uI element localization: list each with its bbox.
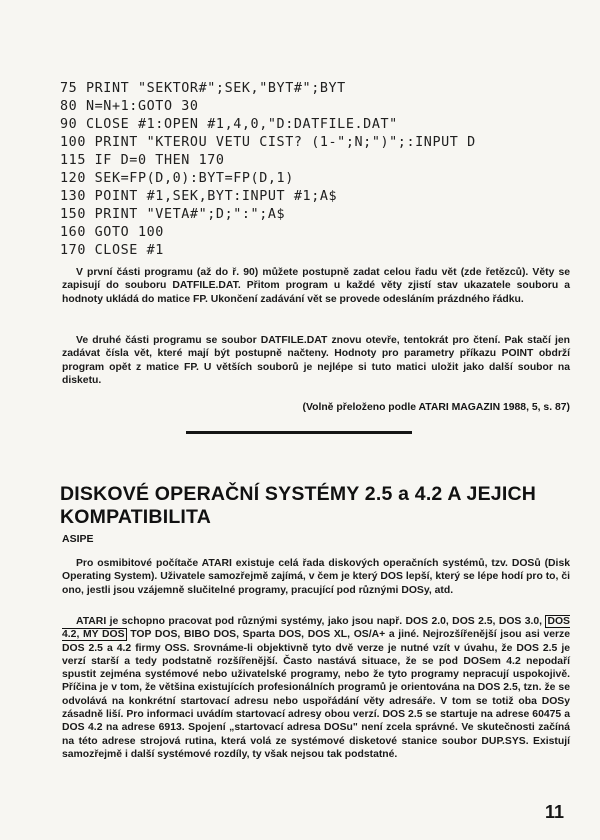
paragraph-text: TOP DOS, BIBO DOS, Sparta DOS, DOS XL, OS/A+ a jiné. Nejrozšířenější jsou asi verze DOS 2.5 a 4.2 firmy OSS. Srovnáme-li objektivně tyto dvě verze je nutné vzít v úvahu, že DOS 2.5 je verzí starší a tedy podstatně rozšířenější. Často nastává situace, že se pod DOSem 4.2 nepodaří spustit zejména systémové nebo uživatelské programy, nebo že tyto programy nepracují uspokojivě. Příčina je v tom, že většina existujících profesionálních programů je orientována na DOS 2.5, tzn. že se odvolává na konkrétní startovací adresu nebo uspořádání věty adresáře. V tom se totiž oba DOSy zásadně liší. Pro informaci uvádím startovací adresy obou verzí. DOS 2.5 se startuje na adrese 60475 a DOS 4.2 na adrese 6913. Spojení „startovací adresa DOSu" není zcela správné. Ve skutečnosti začíná na této adrese strojová rutina, která volá ze systémové disketové stanice soubor DUP.SYS. Existují samozřejmě i další systémové rozdíly, ty však nejsou tak podstatné. [62,629,570,760]
code-line: 120 SEK=FP(D,0):BYT=FP(D,1) [60,171,294,186]
paragraph-intro: Pro osmibitové počítače ATARI existuje celá řada diskových operačních systémů, tzv. DOSů (Disk Operating System). Uživatele samozřejmě zajímá, v čem je který DOS lepší, který se lépe hodí pro to, či ono, jestli jsou vzájemně slučitelné programy, pracující pod různými DOSy, atd. [62,558,570,596]
code-line: 115 IF D=0 THEN 170 [60,153,225,168]
paragraph-program-part2: Ve druhé části programu se soubor DATFILE.DAT znovu otevře, tentokrát pro čtení. Pak stačí jen zadávat čísla vět, které mají být postupně načteny. Hodnoty pro parametry příkazu POINT obdrží program opět z matice FP. U větších souborů je nejlépe si tuto matici uložit jako další soubor na disketu. [62,335,570,386]
code-line: 160 GOTO 100 [60,225,164,240]
code-line: 100 PRINT "KTEROU VETU CIST? (1-";N;")";:INPUT D [60,135,476,150]
code-line: 75 PRINT "SEKTOR#";SEK,"BYT#";BYT [60,81,346,96]
boxed-dos-names: DOS 4.2, MY DOS [62,616,570,641]
code-line: 150 PRINT "VETA#";D;":";A$ [60,207,286,222]
basic-code-listing [60,80,580,260]
code-line: 80 N=N+1:GOTO 30 [60,99,199,114]
article-title: DISKOVÉ OPERAČNÍ SYSTÉMY 2.5 a 4.2 A JEJICH KOMPATIBILITA [60,483,537,528]
paragraph-dos-versions [62,615,570,761]
code-line: 170 CLOSE #1 [60,243,164,258]
paragraph-text: ATARI je schopno pracovat pod různými systémy, jako jsou např. DOS 2.0, DOS 2.5, DOS 3.0, [76,616,546,627]
code-line: 130 POINT #1,SEK,BYT:INPUT #1;A$ [60,189,338,204]
page-number: 11 [544,802,564,822]
paragraph-program-part1: V první části programu (až do ř. 90) můžete postupně zadat celou řadu vět (zde řetězců). Věty se zapisují do souboru DATFILE.DAT. Přitom program u každé věty zjistí stav ukazatele souboru a hodnoty ukládá do matice FP. Ukončení zadávání vět se provede odesláním prázdného řádku. [62,267,570,305]
source-citation: (Volně přeloženo podle ATARI MAGAZIN 1988, 5, s. 87) [302,402,570,413]
section-divider [186,431,412,434]
code-line: 90 CLOSE #1:OPEN #1,4,0,"D:DATFILE.DAT" [60,117,398,132]
article-author: ASIPE [62,533,94,545]
